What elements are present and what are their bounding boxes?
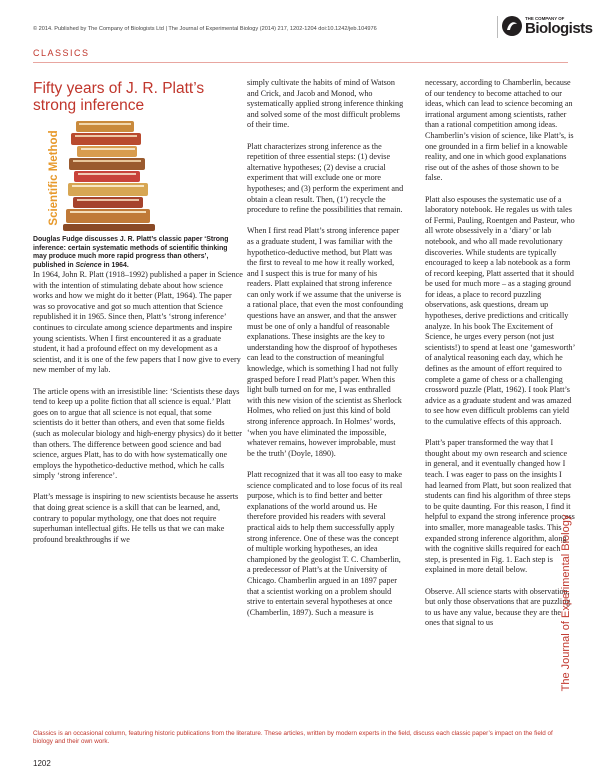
paragraph: In 1964, John R. Platt (1918–1992) published a paper in Science with the intention of stimulating debate about how science works and how we might do it better (Platt, 1964). The paper was so provocative and got so much attention that Science republished it in 1965. Since then, Platt’s ‘strong inference’ continues to circulate among science departments and inspire young scientists. When I first encountered it as a graduate student, it had a profound effect on my development as a scientist, and it is one of the few papers that I now give to every new member of my lab. — [33, 270, 243, 375]
standfirst-lead: Douglas Fudge discusses J. R. Platt’s classic paper ‘Strong inference: certain systematic methods of scientific thinking may produce much more rapid progress than others’, published in — [33, 236, 229, 269]
paragraph: Platt recognized that it was all too easy to make science complicated and to lose focus of its real purpose, which is to find better and better explanations of the world around us. He therefore provided his readers with several practical aids to help them successfully apply strong inference. One of these was the concept of multiple working hypotheses, an idea championed by the geologist T. C. Chamberlin, a predecessor of Platt’s at the University of Chicago. Chamberlin argued in an 1897 paper that a scientist working on a problem should strive to entertain several hypotheses at once (Chamberlin, 1897). Such a measure is — [247, 469, 403, 617]
paragraph: Platt characterizes strong inference as the repetition of three essential steps: (1) devise alternative hypotheses; (2) devise a crucial experiment that will exclude one or more hypotheses; and (3) perform the experiment and obtain a clean result. Then, (1′) recycle the procedure to refine the possibilities that remain. — [247, 141, 404, 215]
paragraph: simply cultivate the habits of mind of Watson and Crick, and Jacob and Monod, who systematically applied strong inference thinking and solved some of the most difficult problems of their time. — [247, 78, 404, 130]
paragraph: The article opens with an irresistible line: ‘Scientists these days tend to keep up a polite fiction that all science is equal.’ Platt goes on to argue that all science is not equal, that some scientists do it better than others, and even that some fields (such as molecular biology and high-energy physics) do it better than others. The difference between good science and bad science, argues Platt, has to do with how systematically one employs the hypothetico-deductive method, which he calls simply ‘strong inference’. — [33, 386, 243, 481]
body-column-2 — [247, 78, 404, 629]
logo-small-text: THE COMPANY OF — [525, 16, 565, 21]
journal-side-label — [560, 438, 572, 768]
body-column-3 — [425, 78, 575, 639]
paragraph: Platt’s paper transformed the way that I thought about my own research and science in general, and it eventually changed how I teach. I was eager to pass on the insights I had learned from Platt, but soon realized that students can find his algorithm of three steps to be quite daunting. For this reason, I find it helpful to expand the strong inference process into smaller, more manageable tasks. This expanded strong inference algorithm, along with the cognitive skills required for each step, is presented in Fig. 1. Each step is explained in more detail below. — [425, 438, 575, 575]
logo-emblem-icon — [501, 15, 523, 37]
paragraph: Observe. All science starts with observation, but only those observations that are puzzling to us have any value, because they are the ones that signal to us — [425, 586, 571, 628]
paragraph: necessary, according to Chamberlin, because of our tendency to become attached to our ideas, which can lead to science becoming an irrational argument among scientists, rather than a rational competition among ideas. Chamberlin’s vision of science, like Platt’s, is one grounded in a firm belief in a knowable reality, and one in which good explanations rise out of the ashes of those shown to be false. — [425, 78, 574, 183]
logo-big-text: Biologists — [525, 20, 593, 37]
section-label: CLASSICS — [33, 48, 90, 58]
citation-header: © 2014. Published by The Company of Biologists Ltd | The Journal of Experimental Biology (2014) 217, 1202-1204 doi:10.1242/jeb.104976 — [33, 26, 377, 32]
page-number: 1202 — [33, 759, 51, 768]
body-column-1 — [33, 270, 243, 556]
paragraph: Platt’s message is inspiring to new scientists because he asserts that doing great science is a skill that can be learned, and, contrary to popular mythology, one that does not require superhuman intellectual gifts. He tells us that we can make profound breakthroughs if we — [33, 492, 239, 544]
image-label-text: Scientific Method — [48, 130, 60, 226]
section-divider — [33, 62, 568, 63]
journal-side-text: The Journal of Experimental Biology — [560, 514, 572, 692]
image-label — [45, 123, 63, 233]
standfirst-tail: in 1964. — [101, 261, 129, 269]
paragraph: When I first read Platt’s strong inference paper as a graduate student, I was familiar with the hypothetico-deductive method, but Platt was the first to reveal to me how it really worked, and I suspect this is true for many of his readers. Platt explained that strong inference can only work if we assume that the universe is a rational place, that even the most confounding questions have an answer, and that the answer must be one of only a handful of reasonable explanations. These insights are the key to understanding how the disproof of hypotheses can lead to the construction of meaningful knowledge, which is something I had not fully grasped before I read Platt’s paper. When this light bulb turned on for me, I was enthralled with this new vision of the scientist as Sherlock Holmes, who relied on just this kind of bold strong inference approach. In Holmes’ words, ‘when you have eliminated the impossible, whatever remains, however improbable, must be the truth’ (Doyle, 1890). — [247, 226, 404, 458]
logo-divider — [497, 16, 498, 38]
paragraph: Platt also espouses the systematic use of a laboratory notebook. He regales us with tales of Fermi, Pauling, Roentgen and Pasteur, who all wrote obsessively in a ‘diary’ or lab notebook, and who all made revolutionary discoveries. While students are typically encouraged to keep a lab notebook as a form of record keeping, Platt asserted that it should be used for much more – as a staging ground for ideas, a place to record puzzling observations, ask questions, dream up hypotheses, derive predictions and critically analyze. In his book The Excitement of Science, he urges every person (not just scientists!) to spend at least one ‘gamesworth’ of analytical reasoning each day, which he defines as the amount of effort required to complete a game of chess or a challenging crossword puzzle (Platt, 1962). I took Platt’s advice as a graduate student and was amazed to see how even difficult problems can yield to the cumulative effects of this approach. — [425, 194, 575, 426]
column-footnote: Classics is an occasional column, featuring historic publications from the literature. These articles, written by modern experts in the field, discuss each classic paper’s impact on the field of biology and their own work. — [33, 730, 553, 746]
publisher-logo — [497, 13, 593, 39]
standfirst — [33, 236, 240, 270]
article-title: Fifty years of J. R. Platt’s strong inference — [33, 80, 205, 114]
standfirst-journal: Science — [75, 261, 102, 269]
